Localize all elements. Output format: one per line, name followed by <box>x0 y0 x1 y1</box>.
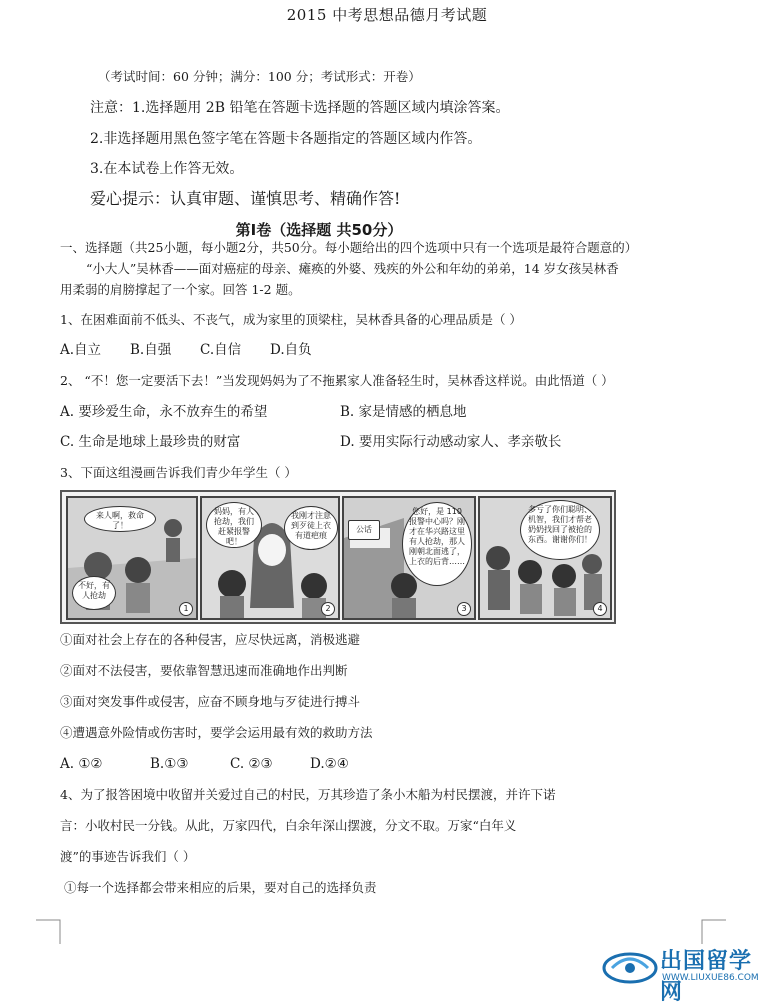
q3-statement-2: ②面对不法侵害，要依靠智慧迅速而准确地作出判断 <box>60 663 348 678</box>
watermark-url: WWW.LIUXUE86.COM <box>662 973 759 983</box>
q1-option-c: C.自信 <box>200 342 242 358</box>
panel-2-bubble-2: 我刚才注意到歹徒上衣有道疤痕 <box>284 506 338 550</box>
panel-3-bubble: 您好，是 110 报警中心吗？刚才在华兴路这里有人抢劫，那人刚朝北面逃了，上衣的后背…… <box>402 502 472 586</box>
panel-2-number: 2 <box>321 602 335 616</box>
q4-statement-1: ①每一个选择都会带来相应的后果，要对自己的选择负责 <box>64 880 377 895</box>
comic-strip <box>60 490 616 624</box>
q4-stem-line-1: 4、为了报答困境中收留并关爱过自己的村民，万其珍造了条小木船为村民摆渡，并许下诺 <box>60 787 556 802</box>
comic-panel-4 <box>478 496 612 620</box>
q3-option-c: C. ②③ <box>230 756 273 772</box>
comic-panel-1 <box>66 496 198 620</box>
panel-3-number: 3 <box>457 602 471 616</box>
q1-option-d: D.自负 <box>270 342 312 358</box>
q2-stem: 2、 “不！您一定要活下去！”当发现妈妈为了不拖累家人准备轻生时，吴林香这样说。由此悟道（ ） <box>60 373 614 388</box>
watermark-emblem-icon <box>602 946 658 984</box>
q3-option-a: A. ①② <box>60 756 103 772</box>
page-corner-mark-left <box>36 918 64 946</box>
q2-option-b: B. 家是情感的栖息地 <box>340 404 467 420</box>
q3-option-d: D.②④ <box>310 756 349 772</box>
panel-1-bubble-1: 来人啊，救命了！ <box>84 506 156 532</box>
section-intro: 一、选择题（共25小题，每小题2分，共50分。每小题给出的四个选项中只有一个选项是最符合题意的） <box>60 240 638 255</box>
q1-option-a: A.自立 <box>60 342 102 358</box>
q3-statement-3: ③面对突发事件或侵害，应奋不顾身地与歹徒进行搏斗 <box>60 694 361 709</box>
q2-option-c: C. 生命是地球上最珍贵的财富 <box>60 434 241 450</box>
watermark-logo <box>600 942 770 1005</box>
panel-1-number: 1 <box>179 602 193 616</box>
q3-statement-1: ①面对社会上存在的各种侵害，应尽快远离，消极逃避 <box>60 632 361 647</box>
note-1: 注意：1.选择题用 2B 铅笔在答题卡选择题的答题区域内填涂答案。 <box>90 100 510 116</box>
q3-option-b: B.①③ <box>150 756 189 772</box>
comic-panel-3 <box>342 496 476 620</box>
q1-option-b: B.自强 <box>130 342 172 358</box>
section-heading: 第Ⅰ卷（选择题 共50分） <box>235 221 403 239</box>
panel-3-label: 公话 <box>348 520 380 540</box>
material-line-1: “小大人”吴林香——面对癌症的母亲、瘫痪的外婆、残疾的外公和年幼的弟弟，14 岁女孩吴林香 <box>86 261 619 276</box>
page-title: 2015 中考思想品德月考试题 <box>286 6 488 24</box>
q4-stem-line-2: 言：小收村民一分钱。从此，万家四代，白余年深山摆渡，分文不取。万家“白年义 <box>60 818 517 833</box>
tip-text: 爱心提示：认真审题、谨慎思考、精确作答! <box>90 189 401 208</box>
q3-stem: 3、下面这组漫画告诉我们青少年学生（ ） <box>60 465 297 480</box>
q2-option-a: A. 要珍爱生命，永不放弃生的希望 <box>60 404 268 420</box>
comic-panel-2 <box>200 496 340 620</box>
panel-4-bubble: 多亏了你们聪明、机智，我们才帮老奶奶找回了被抢的东西。谢谢你们！ <box>520 500 600 560</box>
watermark-name: 出国留学网 <box>660 949 753 1005</box>
note-2: 2.非选择题用黑色签字笔在答题卡各题指定的答题区域内作答。 <box>90 131 482 147</box>
q4-stem-line-3: 渡”的事迹告诉我们（ ） <box>60 849 196 864</box>
material-line-2: 用柔弱的肩膀撑起了一个家。回答 1-2 题。 <box>60 282 301 297</box>
q3-statement-4: ④遭遇意外险情或伤害时，要学会运用最有效的救助方法 <box>60 725 373 740</box>
exam-info: （考试时间：60 分钟；满分：100 分；考试形式：开卷） <box>98 69 421 84</box>
note-3: 3.在本试卷上作答无效。 <box>90 161 244 177</box>
panel-2-bubble-1: 妈妈，有人抢劫，我们赶紧报警吧！ <box>206 502 262 548</box>
q2-option-d: D. 要用实际行动感动家人、孝亲敬长 <box>340 434 562 450</box>
panel-4-number: 4 <box>593 602 607 616</box>
q1-stem: 1、在困难面前不低头、不丧气，成为家里的顶梁柱，吴林香具备的心理品质是（ ） <box>60 312 522 327</box>
panel-1-bubble-2: 不好，有人抢劫 <box>72 576 116 610</box>
